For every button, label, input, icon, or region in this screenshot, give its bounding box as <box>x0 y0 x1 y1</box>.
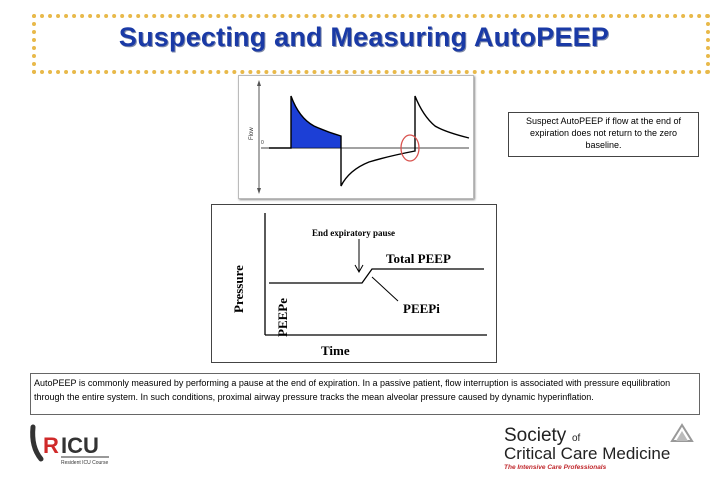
ricu-logo-icu: ICU <box>61 433 99 458</box>
zero-label: 0 <box>261 140 264 146</box>
sccm-logo-ccm: Critical Care Medicine <box>504 444 671 463</box>
pressure-diagram-panel <box>211 204 497 363</box>
peepi-label: PEEPi <box>403 301 440 316</box>
ricu-logo-r: R <box>43 433 59 458</box>
end-expiratory-pause-label: End expiratory pause <box>312 228 396 238</box>
ricu-logo <box>27 419 127 475</box>
sccm-logo-society: Society <box>504 425 567 446</box>
flow-waveform <box>239 76 473 198</box>
pressure-diagram <box>212 205 496 362</box>
autopeep-description: AutoPEEP is commonly measured by performing a pause at the end of expiration. In a passive patient, flow interruption is associated with pressure equilibration through the entire system. In such conditions, proximal airway pressure tracks the mean alveolar pressure caused by dynamic hyperinflation. <box>30 373 700 415</box>
sccm-logo-of: of <box>572 433 581 444</box>
pressure-axis-label: Pressure <box>231 265 246 313</box>
flow-axis-label: Flow <box>249 127 255 140</box>
total-peep-label: Total PEEP <box>386 251 451 266</box>
flow-waveform-panel <box>238 75 474 199</box>
time-axis-label: Time <box>321 343 350 358</box>
page-title: Suspecting and Measuring AutoPEEP <box>118 22 610 52</box>
ricu-logo-subtitle: Resident ICU Course <box>61 460 109 466</box>
peepe-label: PEEPe <box>275 298 290 337</box>
sccm-logo <box>496 419 700 477</box>
flow-fill-area <box>291 96 341 148</box>
sccm-logo-tagline: The Intensive Care Professionals <box>504 464 607 471</box>
suspect-autopeep-note: Suspect AutoPEEP if flow at the end of expiration does not return to the zero baseline. <box>508 112 699 157</box>
